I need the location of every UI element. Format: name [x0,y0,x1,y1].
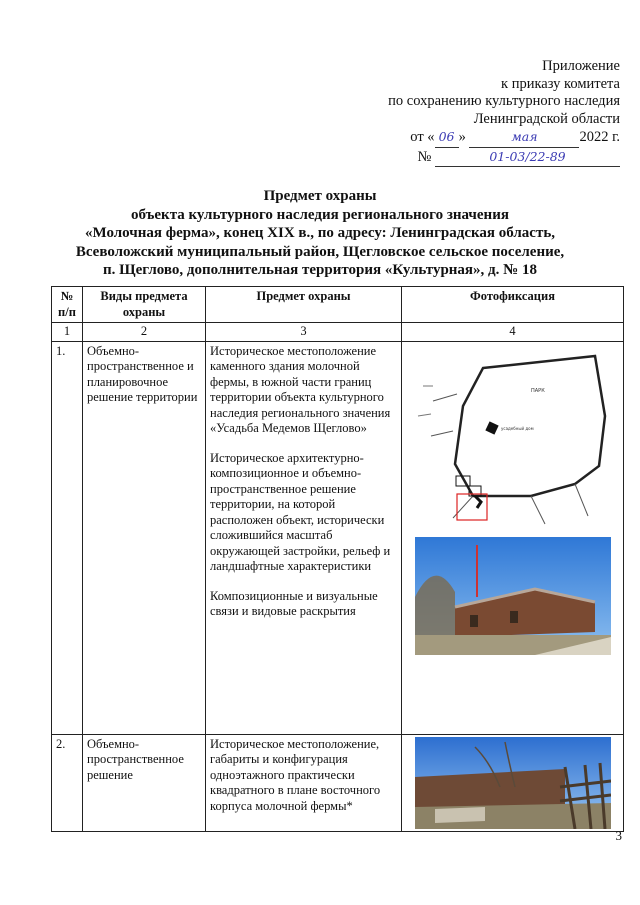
appendix-date-line: от « 06 » мая 2022 г. [388,128,620,148]
order-number-handwritten: 01-03/22-89 [489,148,566,164]
date-month-handwritten: мая [511,129,538,144]
row-type: Объемно-пространственное решение [83,734,206,831]
appendix-order-line: к приказу комитета [501,75,620,92]
table-row [52,734,624,831]
site-plan-map [413,346,613,531]
header-subject: Предмет охраны [206,287,402,323]
header-number: № п/п [52,287,83,323]
date-year: 2022 г. [579,129,620,145]
row-number: 2. [52,734,83,831]
svg-text:усадебный дом: усадебный дом [500,425,534,431]
row-subject: Историческое местоположение каменного здания молочной фермы, в южной части границ территории объекта культурного наследия регионального значения «Усадьба Медемов Щеглово» Историческое архитектурно-композиционное и объемно-пространственное решение территории, на которой расположен объект, исторически сложившийся масштаб окружающей застройки, рельеф и ландшафтные характеристики Композиционные и визуальные связи и видовые раскрытия [206,341,402,734]
table-row [52,341,624,734]
table-header-row [52,287,624,323]
header-type: Виды предмета охраны [83,287,206,323]
appendix-region-line: Ленинградской области [473,110,620,127]
row-number: 1. [52,341,83,734]
farm-building-photo [415,537,611,655]
header-photo: Фотофиксация [402,287,624,323]
date-day-handwritten: 06 [438,129,455,144]
east-building-photo [415,737,611,829]
appendix-block [388,58,620,167]
row-photo [402,341,624,734]
row-photo [402,734,624,831]
svg-text:ПАРК: ПАРК [530,387,545,394]
appendix-title: Приложение [542,58,620,74]
row-subject: Историческое местоположение, габариты и конфигурация одноэтажного практически квадратного в плане восточного корпуса молочной фермы* [206,734,402,831]
page-number: 3 [615,828,622,843]
row-type: Объемно-пространственное и планировочное решение территории [83,341,206,734]
appendix-committee-line: по сохранению культурного наследия [388,93,620,109]
appendix-number-line: № 01-03/22-89 [388,148,620,168]
document-title: Предмет охраны объекта культурного наследия регионального значения «Молочная ферма», конец XIX в., по адресу: Ленинградская область, Всеволожский муниципальный район, Щегловское сельское поселение, п. Щеглово, дополнительная территория «Культурная», д. № 18 [75,188,565,278]
protection-subject-table [51,286,624,832]
table-numbering-row: 1 2 3 4 [52,323,624,342]
